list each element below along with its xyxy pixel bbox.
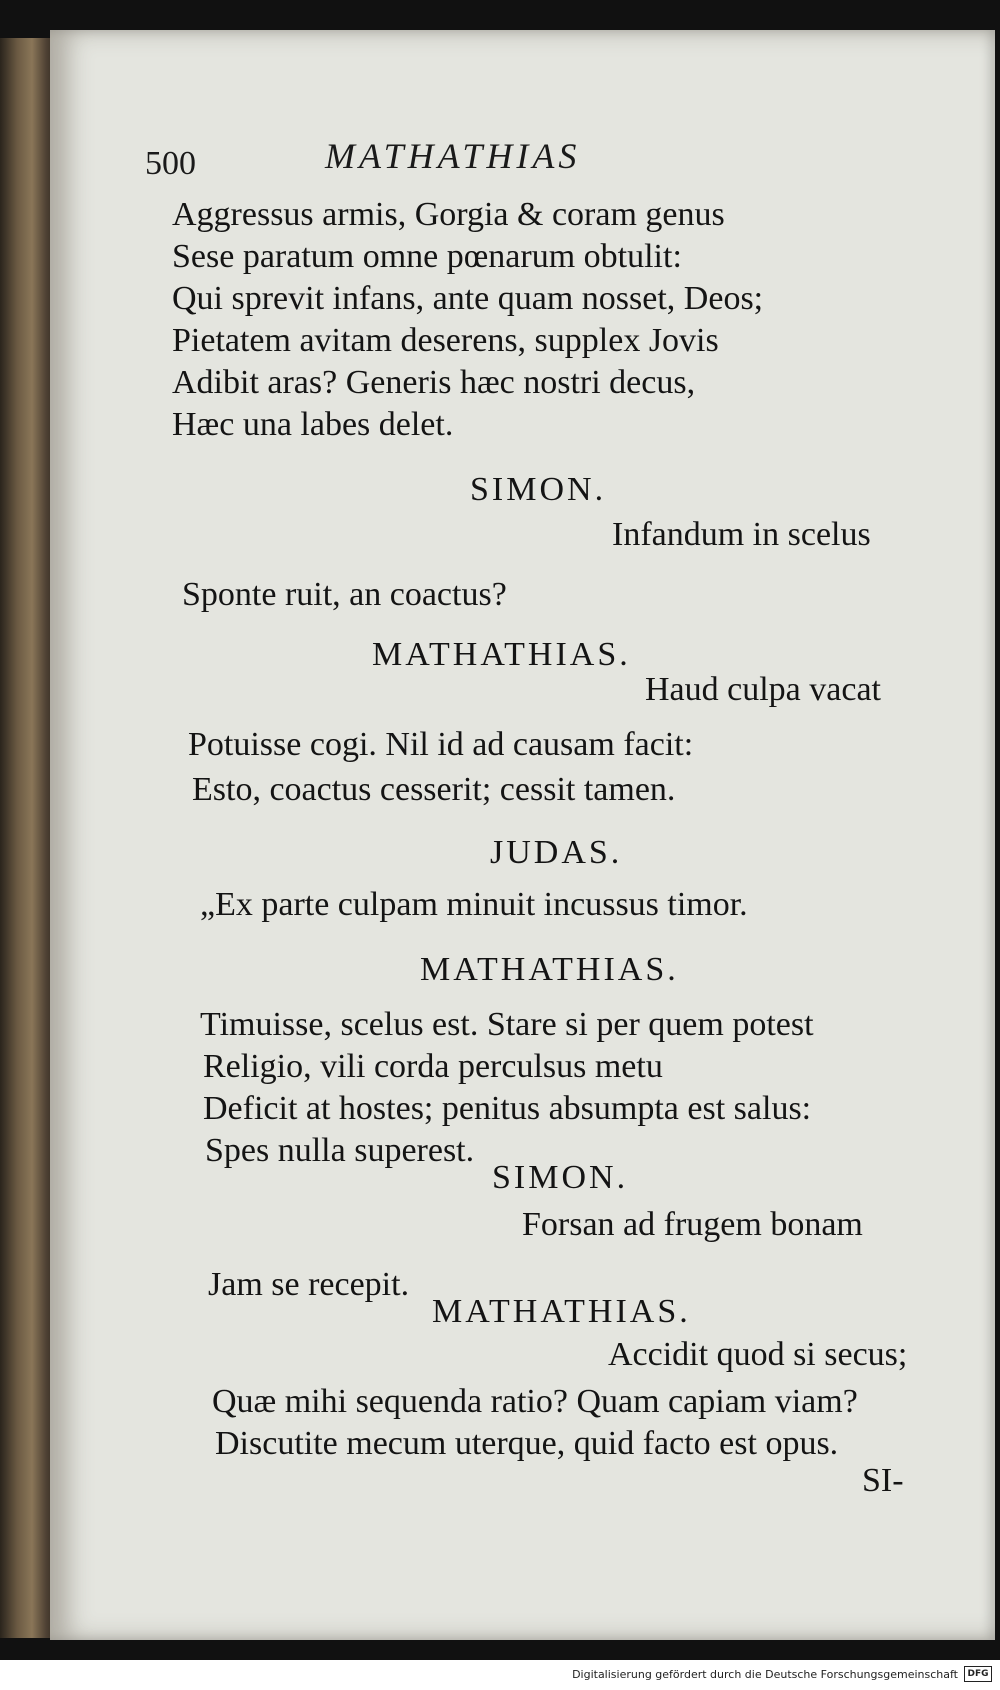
speaker-name: MATHATHIAS. — [420, 951, 679, 988]
speaker-name: SIMON. — [470, 471, 607, 508]
speaker-name: MATHATHIAS. — [432, 1293, 691, 1330]
verse-line: Deficit at hostes; penitus absumpta est salus: — [203, 1090, 812, 1127]
verse-line: Haud culpa vacat — [645, 671, 881, 708]
verse-line: Timuisse, scelus est. Stare si per quem potest — [200, 1006, 814, 1043]
verse-line: Esto, coactus cesserit; cessit tamen. — [192, 771, 676, 808]
verse-line: Spes nulla superest. — [205, 1132, 475, 1169]
verse-line: Pietatem avitam deserens, supplex Jovis — [172, 322, 719, 359]
verse-line: Discutite mecum uterque, quid facto est opus. — [215, 1425, 839, 1462]
digitization-footer — [0, 1660, 1000, 1690]
funding-credit: Digitalisierung gefördert durch die Deutsche Forschungsgemeinschaft — [572, 1668, 958, 1681]
catchword: SI- — [862, 1462, 904, 1499]
speaker-name: SIMON. — [492, 1159, 629, 1196]
verse-line: Sponte ruit, an coactus? — [182, 576, 507, 613]
verse-line: Jam se recepit. — [208, 1266, 410, 1303]
verse-line: Sese paratum omne pœnarum obtulit: — [172, 238, 682, 275]
page-number: 500 — [145, 145, 196, 182]
verse-line: Aggressus armis, Gorgia & coram genus — [172, 196, 725, 233]
verse-line: Adibit aras? Generis hæc nostri decus, — [172, 364, 696, 401]
verse-line: Religio, vili corda perculsus metu — [203, 1048, 663, 1085]
page-header — [0, 105, 1000, 182]
running-title: MATHATHIAS — [325, 136, 581, 176]
verse-line: Qui sprevit infans, ante quam nosset, Deos; — [172, 280, 764, 317]
verse-line: „Ex parte culpam minuit incussus timor. — [200, 886, 748, 923]
verse-line: Forsan ad frugem bonam — [522, 1206, 863, 1243]
dfg-logo-icon: DFG — [964, 1666, 992, 1682]
verse-line: Accidit quod si secus; — [608, 1336, 908, 1373]
verse-line: Hæc una labes delet. — [172, 406, 454, 443]
verse-line: Infandum in scelus — [612, 516, 871, 553]
verse-line: Quæ mihi sequenda ratio? Quam capiam viam? — [212, 1383, 858, 1420]
verse-line: Potuisse cogi. Nil id ad causam facit: — [188, 726, 694, 763]
speaker-name: MATHATHIAS. — [372, 636, 631, 673]
speaker-name: JUDAS. — [490, 834, 623, 871]
